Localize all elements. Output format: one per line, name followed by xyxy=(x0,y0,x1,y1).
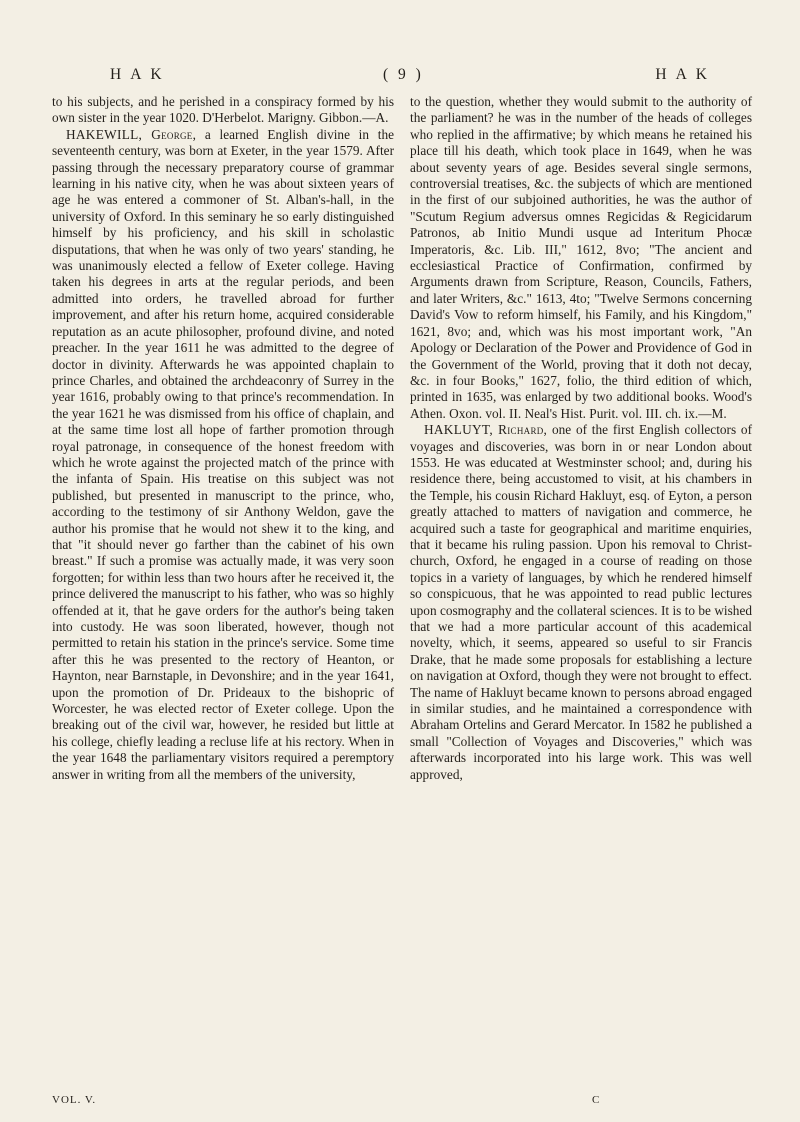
entry-text: one of the first English collectors of voyages and discoveries, was born in or near London about 1553. He was educated at Westminster school; and, during his residence there, being accustomed to visit, at his chambers in the Temple, his cousin Richard Hakluyt, esq. of Eyton, a person greatly attached to matters of navigation and commerce, he acquired such a taste for geographical and maritime enquiries, that it became his ruling passion. Upon his removal to Christ-church, Oxford, he engaged in a course of reading on those topics in a variety of languages, by which he rendered himself so conspicuous, that he was appointed to read public lectures upon cosmography and the collateral sciences. It is to be wished that we had a more particular account of this academical novelty, which, it seems, appeared so useful to sir Francis Drake, that he made some proposals for establishing a lecture on navigation at Oxford, though they were not brought to effect. The name of Hakluyt became known to persons abroad engaged in similar studies, and he maintained a correspondence with Abraham Ortelins and Gerard Mercator. In 1582 he published a small "Collection of Voyages and Discoveries," which was afterwards incorporated into his large work. This was well approved, xyxy=(410,422,753,782)
header-left: H A K xyxy=(110,66,165,83)
signature-mark: C xyxy=(592,1094,601,1106)
page-number: ( 9 ) xyxy=(383,66,424,83)
right-column xyxy=(410,94,752,783)
continuation-paragraph: to his subjects, and he perished in a conspiracy formed by his own sister in the year 1020. D'Herbelot. Marigny. Gibbon.—A. xyxy=(52,94,394,126)
entry-hakewill xyxy=(52,127,394,783)
page-footer xyxy=(52,1094,752,1110)
continuation-paragraph: to the question, whether they would submit to the authority of the parliament? he was in the number of the heads of colleges who replied in the affirmative; by which means he retained his place till his death, which took place in 1649, when he was about seventy years of age. Besides several single sermons, controversial treatises, &c. the subjects of which are mentioned in the first of our subjoined authorities, he was the author of "Scutum Regium adversus omnes Regicidas & Regicidarum Patronos, ab Initio Mundi usque ad Interitum Phocæ Imperatoris, &c. Lib. III," 1612, 8vo; "The ancient and ecclesiastical Practice of Confirmation, confirmed by Arguments drawn from Scripture, Reason, Councils, Fathers, and later Writers, &c." 1613, 4to; "Twelve Sermons concerning David's Vow to reform himself, his Family, and his Kingdom," 1621, 8vo; and, which was his most important work, "An Apology or Declaration of the Power and Providence of God in the Government of the World, proving that it doth not decay, &c. in four Books," 1627, folio, the third edition of which, printed in 1635, was enlarged by two additional books. Wood's Athen. Oxon. vol. II. Neal's Hist. Purit. vol. III. ch. ix.—M. xyxy=(410,94,752,421)
entry-hakluyt xyxy=(410,422,752,783)
entry-headword: HAKEWILL, George, xyxy=(66,126,197,142)
left-column xyxy=(52,94,394,783)
running-header xyxy=(110,66,710,88)
volume-label: VOL. V. xyxy=(52,1094,97,1106)
entry-headword: HAKLUYT, Richard, xyxy=(424,422,548,438)
entry-text: a learned English divine in the seventeenth century, was born at Exeter, in the year 1579. After passing through the necessary preparatory course of grammar learning in his native city, when he was about sixteen years of age he was entered a commoner of St. Alban's-hall, in the university of Oxford. In this seminary he so early distinguished himself by his proficiency, and his skill in scholastic disputations, that when he was only of two years' standing, he was unanimously elected a fellow of Exeter college. Having taken his degrees in arts at the regular periods, and been admitted into orders, he travelled abroad for further improvement, and after his return home, acquired considerable reputation as an acute philosopher, profound divine, and noted preacher. In the year 1611 he was admitted to the degree of doctor in divinity. Afterwards he was appointed chaplain to prince Charles, and obtained the archdeaconry of Surrey in the year 1616, probably owing to that prince's recommendation. In the year 1621 he was dismissed from his office of chaplain, and at the same time lost all hope of farther promotion through royal patronage, in consequence of the honest freedom with which he wrote against the projected match of the prince with the infanta of Spain. His treatise on this subject was not published, but presented in manuscript to the prince, who, according to the testimony of sir Anthony Weldon, gave the author his promise that he would not shew it to the king, and that "it should never go farther than the cabinet of his own breast." If such a promise was actually made, it was very soon forgotten; for within less than two hours after he received it, the prince delivered the manuscript to his father, who was so highly offended at it, that he gave orders for the author's being taken into custody. He was soon liberated, however, though not permitted to retain his station in the prince's service. Some time after this he was presented to the rectory of Heanton, or Haynton, near Barnstaple, in Devonshire; and in the year 1641, upon the promotion of Dr. Prideaux to the bishopric of Worcester, he was elected rector of Exeter college. Upon the breaking out of the civil war, however, he resided but little at his college, chiefly leading a recluse life at his rectory. When in the year 1648 the parliamentary visitors required a peremptory answer in writing from all the members of the university, xyxy=(52,126,394,782)
header-right: H A K xyxy=(655,66,710,83)
